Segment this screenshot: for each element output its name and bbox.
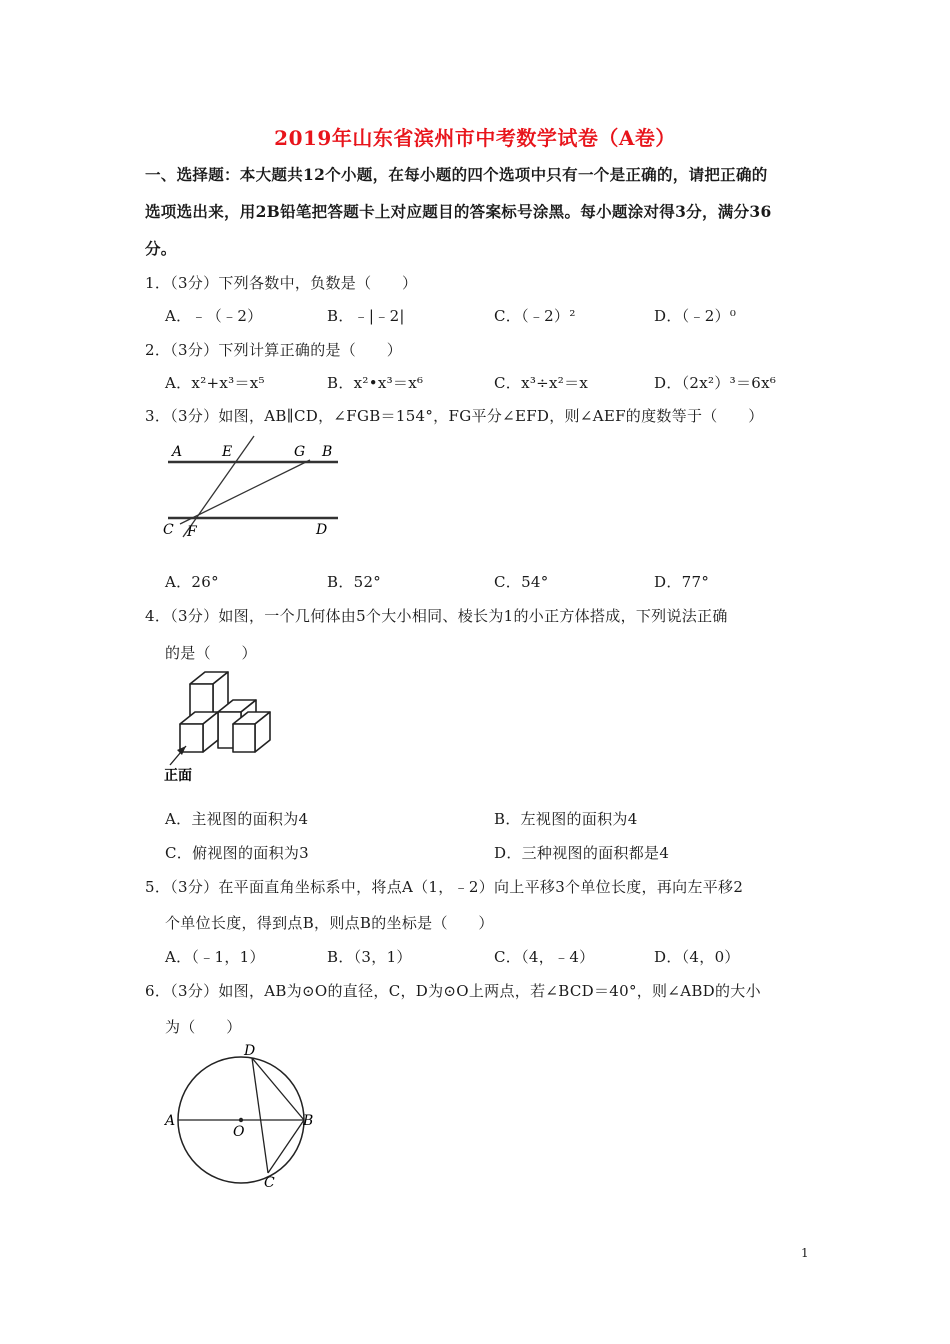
section-instructions-line2: 选项选出来，用2B铅笔把答题卡上对应题目的答案标号涂黑。每小题涂对得3分，满分36	[145, 202, 772, 221]
label-a: A	[165, 1113, 176, 1129]
question-2-option-a: A．x²+x³＝x⁵	[165, 374, 265, 392]
label-d: D	[244, 1043, 256, 1059]
question-4-stem-line2: 的是（ ）	[165, 644, 257, 662]
question-3-stem: 3．（3分）如图，AB∥CD，∠FGB＝154°，FG平分∠EFD，则∠AEF的度数等于（ ）	[145, 407, 764, 425]
circle-figure	[158, 1040, 323, 1195]
cube-solid-figure	[160, 668, 280, 788]
question-3-option-b: B．52°	[327, 573, 382, 591]
label-d: D	[316, 522, 328, 538]
label-b: B	[303, 1113, 314, 1129]
question-5-option-c: C．（4，﹣4）	[494, 948, 595, 966]
label-o: O	[233, 1124, 245, 1140]
label-c: C	[264, 1175, 275, 1191]
question-2-option-b: B．x²•x³＝x⁶	[327, 374, 424, 392]
chord-dc	[252, 1058, 268, 1173]
question-4-option-c: C．俯视图的面积为3	[165, 844, 310, 862]
line-fe	[183, 436, 254, 537]
question-5-stem-line1: 5．（3分）在平面直角坐标系中，将点A（1，﹣2）向上平移3个单位长度，再向左平移2	[145, 878, 744, 896]
question-2-option-d: D．（2x²）³＝6x⁶	[654, 374, 777, 392]
question-1-stem: 1．（3分）下列各数中，负数是（ ）	[145, 274, 418, 292]
question-3-option-d: D．77°	[654, 573, 710, 591]
page-number: 1	[801, 1246, 809, 1260]
page-title: 2019年山东省滨州市中考数学试卷（A卷）	[274, 126, 676, 150]
question-5-option-d: D．（4，0）	[654, 948, 740, 966]
question-1-option-c: C．（﹣2）²	[494, 307, 576, 325]
question-4-stem-line1: 4．（3分）如图，一个几何体由5个大小相同、棱长为1的小正方体搭成，下列说法正确	[145, 607, 728, 625]
question-4-option-b: B．左视图的面积为4	[494, 810, 638, 828]
label-a: A	[172, 444, 183, 460]
label-e: E	[222, 444, 233, 460]
question-1-option-a: A．﹣（﹣2）	[165, 307, 263, 325]
question-3-option-a: A．26°	[165, 573, 219, 591]
label-f: F	[187, 524, 197, 540]
cube-front-face	[233, 724, 255, 752]
question-3-option-c: C．54°	[494, 573, 549, 591]
section-instructions-line3: 分。	[145, 239, 177, 258]
question-4-option-d: D．三种视图的面积都是4	[494, 844, 670, 862]
question-6-stem-line2: 为（ ）	[165, 1018, 242, 1036]
question-5-stem-line2: 个单位长度，得到点B，则点B的坐标是（ ）	[165, 914, 494, 932]
question-2-stem: 2．（3分）下列计算正确的是（ ）	[145, 341, 402, 359]
question-2-option-c: C．x³÷x²＝x	[494, 374, 589, 392]
question-1-option-d: D．（﹣2）⁰	[654, 307, 737, 325]
label-g: G	[294, 444, 306, 460]
question-4-option-a: A．主视图的面积为4	[165, 810, 309, 828]
question-1-option-b: B．﹣|﹣2|	[327, 307, 405, 325]
section-instructions-line1: 一、选择题：本大题共12个小题，在每小题的四个选项中只有一个是正确的，请把正确的	[145, 165, 768, 184]
line-fg	[180, 460, 310, 524]
front-view-label: 正面	[164, 768, 192, 784]
question-5-option-a: A．（﹣1，1）	[165, 948, 265, 966]
parallel-lines-figure	[160, 432, 350, 547]
question-5-option-b: B．（3，1）	[327, 948, 412, 966]
question-6-stem-line1: 6．（3分）如图，AB为⊙O的直径，C，D为⊙O上两点，若∠BCD＝40°，则∠ABD的大小	[145, 982, 761, 1000]
label-c: C	[163, 522, 174, 538]
center-point	[239, 1118, 243, 1122]
label-b: B	[322, 444, 333, 460]
